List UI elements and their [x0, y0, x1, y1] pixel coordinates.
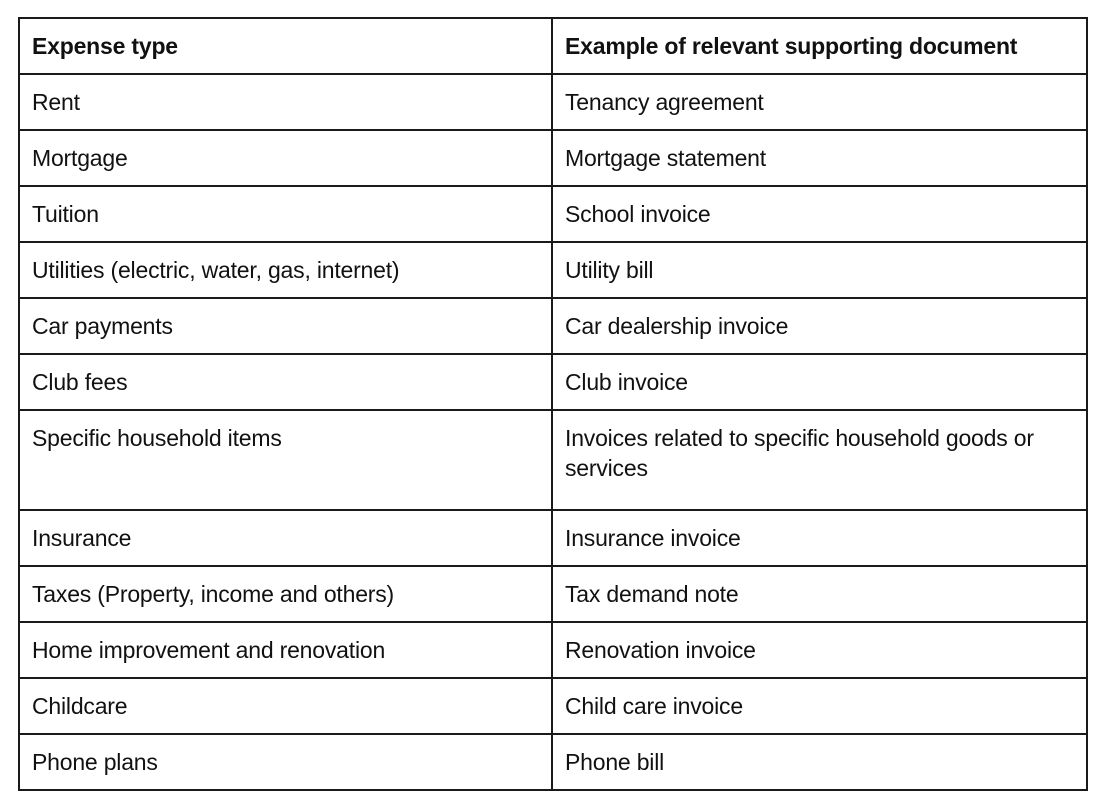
expense-type-cell: Childcare	[19, 678, 552, 734]
expense-type-cell: Taxes (Property, income and others)	[19, 566, 552, 622]
supporting-document-cell: Club invoice	[552, 354, 1087, 410]
table-row	[19, 622, 1087, 678]
supporting-document-cell: Tax demand note	[552, 566, 1087, 622]
table-row	[19, 186, 1087, 242]
supporting-document-cell: School invoice	[552, 186, 1087, 242]
table-header-row	[19, 18, 1087, 74]
expense-type-cell: Mortgage	[19, 130, 552, 186]
expense-type-cell: Home improvement and renovation	[19, 622, 552, 678]
supporting-document-cell: Utility bill	[552, 242, 1087, 298]
expense-type-cell: Club fees	[19, 354, 552, 410]
table-row	[19, 130, 1087, 186]
supporting-document-cell: Renovation invoice	[552, 622, 1087, 678]
table-row	[19, 566, 1087, 622]
supporting-document-cell: Invoices related to specific household goods or services	[552, 410, 1087, 510]
table-row	[19, 242, 1087, 298]
expense-type-cell: Rent	[19, 74, 552, 130]
supporting-document-cell: Phone bill	[552, 734, 1087, 790]
supporting-document-cell: Insurance invoice	[552, 510, 1087, 566]
column-header-supporting-document: Example of relevant supporting document	[552, 18, 1087, 74]
expense-type-cell: Utilities (electric, water, gas, internet)	[19, 242, 552, 298]
table-row	[19, 354, 1087, 410]
expense-documents-table	[18, 17, 1088, 791]
table-row	[19, 74, 1087, 130]
expense-type-cell: Specific household items	[19, 410, 552, 510]
table-row	[19, 678, 1087, 734]
expense-type-cell: Car payments	[19, 298, 552, 354]
table-row	[19, 410, 1087, 510]
supporting-document-cell: Child care invoice	[552, 678, 1087, 734]
supporting-document-cell: Mortgage statement	[552, 130, 1087, 186]
table-row	[19, 510, 1087, 566]
table-row	[19, 734, 1087, 790]
table-row	[19, 298, 1087, 354]
expense-type-cell: Phone plans	[19, 734, 552, 790]
expense-type-cell: Tuition	[19, 186, 552, 242]
supporting-document-cell: Tenancy agreement	[552, 74, 1087, 130]
supporting-document-cell: Car dealership invoice	[552, 298, 1087, 354]
column-header-expense-type: Expense type	[19, 18, 552, 74]
expense-type-cell: Insurance	[19, 510, 552, 566]
